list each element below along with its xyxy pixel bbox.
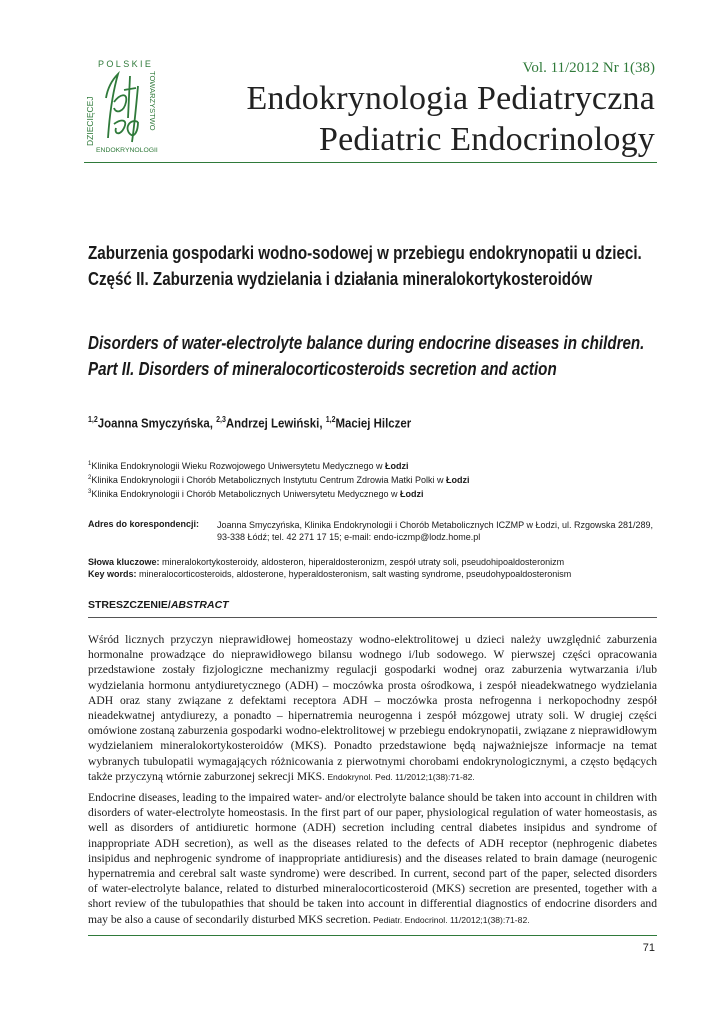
author-list bbox=[88, 415, 411, 430]
correspondence-label: Adres do korespondencji: bbox=[88, 519, 200, 529]
affiliation-item bbox=[88, 458, 470, 472]
logo-bottom-text: ENDOKRYNOLOGII bbox=[96, 147, 158, 154]
logo-monogram bbox=[106, 74, 138, 142]
journal-title-pl: Endokrynologia Pediatryczna bbox=[246, 80, 655, 117]
affiliation-text: Klinika Endokrynologii i Chorób Metabolicznych Instytutu Centrum Zdrowia Matki Polki w bbox=[91, 475, 446, 485]
affiliation-item bbox=[88, 472, 470, 486]
logo-top-text: POLSKIE bbox=[98, 59, 154, 69]
author-name: Joanna Smyczyńska, bbox=[97, 415, 213, 431]
author-name: Andrzej Lewiński, bbox=[225, 415, 323, 431]
affiliation-city: Łodzi bbox=[446, 475, 470, 485]
affiliation-sup: 1 bbox=[88, 461, 92, 467]
affiliation-text: Klinika Endokrynologii Wieku Rozwojowego Uniwersytetu Medycznego w bbox=[91, 461, 385, 471]
abstract-pl-text: Wśród licznych przyczyn nieprawidłowej homeostazy wodno-elektrolitowej u dzieci należy uwzględnić zaburzenia hormonalne prowadzące do nieprawidłowego bilansu wodnego i/lub sodowego. W pierwszej części opracowania przedstawione zostały fizjologiczne mechanizmy regulacji gospodarki wodnej oraz zaburzenia wytwarzania i/lub wydzielania hormonu antydiuretycznego (ADH) – moczówka prosta ośrodkowa, i zespół nieadekwatnego wydzielania ADH oraz stany związane z defektami receptora ADH – moczówka prosta nefrogenna i nerkopochodny zespół nieadekwatnej antydiurezy, a ponadto – hipernatremia neurogenna i zespół mózgowej utraty soli. W drugiej części omówione zostaną zaburzenia gospodarki wodno-elektrolitowej w przebiegu endokrynopatii, związane z nieprawidłowym wydzielaniem mineralokortykosteroidów (MKS). Ponadto przedstawione będą najważniejsze informacje na temat wybranych tubulopatii wymagających różnicowania z pierwotnymi chorobami endokrynologicznymi, a często będących także przyczyną wtórnie zaburzonej sekrecji MKS. bbox=[88, 633, 657, 783]
affiliation-sup: 3 bbox=[88, 489, 92, 495]
abstract-en-text: Endocrine diseases, leading to the impaired water- and/or electrolyte balance should be taken into account in children with disorders of water-electrolyte homeostasis. In the first part of our paper, physiological regulation of water homeostasis, as well as disorders of antidiuretic hormone (ADH) secretion including central diabetes insipidus and syndrome of inappropriate ADH secretion), as well as the diseases related to the defects of ADH receptor (nephrogenic diabetes insipidus and nephrogenic syndrome of inappropriate antidiuresis) and the diseases related to brain damage (neurogenic hypernatremia and cerebral salt waste syndrome) were described. In current, second part of the paper, selected disorders of water-electrolyte balance, related to disturbed mineralocorticosteroid (MKS) secretion are presented, together with a short review of the tubulopathies that should be taken into account in differential diagnostics of endocrine disorders and may be also a cause of secondarily disturbed MKS secretion. bbox=[88, 791, 657, 926]
abstract-heading-pl: STRESZCZENIE/ bbox=[88, 599, 171, 611]
title-en-line-1: Disorders of water-electrolyte balance during endocrine diseases in children. bbox=[88, 332, 645, 353]
affiliation-item bbox=[88, 486, 470, 500]
article-title-pl bbox=[88, 240, 646, 292]
affiliations bbox=[88, 458, 470, 500]
abstract-heading bbox=[88, 599, 229, 611]
abstract-heading-en: ABSTRACT bbox=[170, 599, 229, 611]
title-pl-line-2: Część II. Zaburzenia wydzielania i działania mineralokortykosteroidów bbox=[88, 268, 593, 289]
keywords-en-text: mineralocorticosteroids, aldosterone, hyperaldosteronism, salt wasting syndrome, pseudohypoaldosteronism bbox=[136, 569, 572, 579]
author-sup: 1,2 bbox=[325, 415, 336, 424]
keywords-pl bbox=[88, 556, 571, 568]
keywords-pl-text: mineralokortykosteroidy, aldosteron, hiperaldosteronizm, zespół utraty soli, pseudohipoaldosteronizm bbox=[159, 557, 565, 567]
affiliation-sup: 2 bbox=[88, 475, 92, 481]
keywords-en bbox=[88, 568, 571, 580]
keywords-pl-label: Słowa kluczowe: bbox=[88, 557, 160, 567]
article-title-en bbox=[88, 330, 646, 382]
affiliation-city: Łodzi bbox=[400, 489, 424, 499]
abstract-rule bbox=[88, 617, 657, 618]
title-pl-line-1: Zaburzenia gospodarki wodno-sodowej w przebiegu endokrynopatii u dzieci. bbox=[88, 242, 642, 263]
author-name: Maciej Hilczer bbox=[335, 415, 412, 431]
footer-rule bbox=[88, 935, 657, 936]
header-rule bbox=[84, 162, 657, 163]
keywords bbox=[88, 556, 571, 580]
abstract-en-citation: Pediatr. Endocrinol. 11/2012;1(38):71-82. bbox=[370, 914, 530, 925]
logo-right-text: TOWARZYSTWO bbox=[148, 71, 157, 131]
journal-logo bbox=[84, 58, 162, 154]
abstract-en bbox=[88, 790, 657, 928]
affiliation-city: Łodzi bbox=[384, 461, 409, 471]
author-sup: 1,2 bbox=[88, 415, 98, 424]
title-en-line-2: Part II. Disorders of mineralocorticosteroids secretion and action bbox=[88, 358, 557, 379]
keywords-en-label: Key words: bbox=[88, 569, 137, 579]
correspondence-line-2: 93-338 Łódź; tel. 42 271 17 15; e-mail: endo-iczmp@lodz.home.pl bbox=[217, 532, 481, 542]
abstract-pl-citation: Endokrynol. Ped. 11/2012;1(38):71-82. bbox=[324, 771, 475, 782]
affiliation-text: Klinika Endokrynologii i Chorób Metabolicznych Uniwersytetu Medycznego w bbox=[91, 489, 400, 499]
volume-info: Vol. 11/2012 Nr 1(38) bbox=[522, 60, 655, 76]
correspondence-address bbox=[217, 519, 657, 543]
author-sup: 2,3 bbox=[216, 415, 226, 424]
journal-title-en: Pediatric Endocrinology bbox=[318, 121, 655, 158]
abstract-pl bbox=[88, 632, 657, 785]
logo-left-text: DZIECIĘCEJ bbox=[85, 96, 95, 146]
page-number: 71 bbox=[642, 942, 655, 954]
correspondence-line-1: Joanna Smyczyńska, Klinika Endokrynologii i Chorób Metabolicznych ICZMP w Łodzi, ul. Rzgowska 281/289, bbox=[217, 520, 654, 530]
